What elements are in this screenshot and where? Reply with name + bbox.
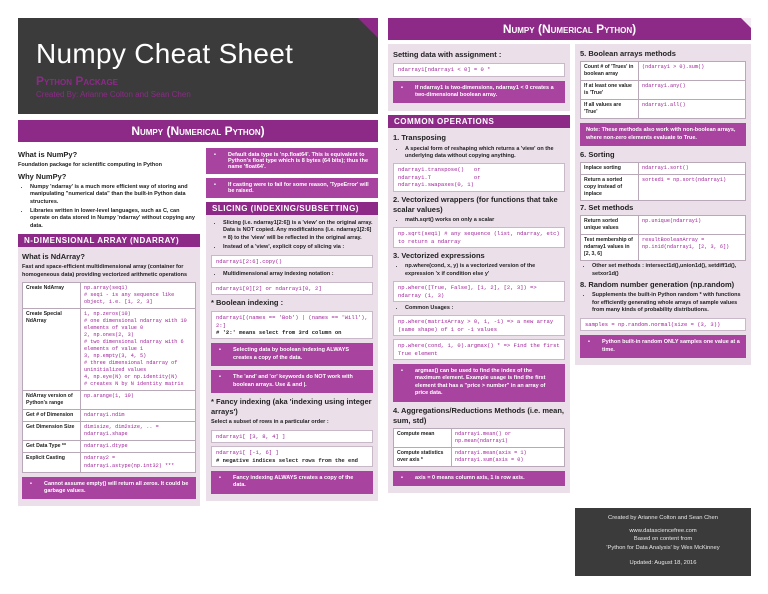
column-1-right [206,148,378,506]
row-key: Create Special NdArray [23,309,81,391]
table-row [581,216,746,235]
column-2-header [388,18,751,40]
table-row [581,163,746,175]
fancy-code-1: ndarray1[ [3, 8, 4] ] [211,430,373,443]
row-value: ndarray1.all() [639,100,746,119]
section-header-numpy-2 [388,18,751,40]
assign-code: ndarray1[ndarray1 < 0] = 0 * [393,63,565,76]
row-key: Test membership of ndarray1 values in [2, 3, 6] [581,235,639,261]
credit-updated: Updated: August 18, 2016 [629,559,697,566]
empty-note: • Cannot assume empty() will return all zeros. It could be garbage values. [22,477,196,500]
row-key: Count # of 'Trues' in boolean array [581,62,639,81]
where-bullet: • np.where(cond, x, y) is a vectorized version of the expression 'x if condition else y' [405,263,565,278]
column-3 [575,44,751,365]
code-line: ndarray1.T or [398,173,481,181]
row-value: ndarray1.sort() [639,163,746,175]
row-key: Get Dimension Size [23,422,81,441]
where-code: np.where([True, False], [1, 2], [2, 3]) => ndarray (1, 3) [393,281,565,302]
row-value: np.unique(ndarray1) [639,216,746,235]
sorting-table [580,162,746,201]
code-line: ndarray1.transpose() or [398,166,481,174]
transpose-heading: 1. Transposing [393,133,446,143]
aggregations-heading: 4. Aggregations/Reductions Methods (i.e. mean, sum, std) [393,405,564,425]
bool-code-text: ndarray1[(names == 'Bob') | (names == 'Will'), 2:] [216,314,368,329]
corner-triangle [358,18,378,38]
what-is-numpy-text: Foundation package for scientific computing in Python [18,162,162,169]
other-set-bullet: • Other set methods : intersect1d(),union1d(), setdiff1d(), setxor1d() [592,263,746,278]
column-2 [388,44,570,493]
table-row [581,100,746,119]
credits-box [575,508,751,576]
credit-line: Based on content from [633,536,693,543]
what-is-numpy-heading: What is NumPy? [18,150,78,159]
fancy-sub: Select a subset of rows in a particular order : [211,419,329,426]
row-key: Get Data Type ** [23,441,81,453]
table-row [23,283,196,309]
random-note: • Python built-in random ONLY samples one value at a time. [580,335,746,358]
fancy-code-2 [211,446,373,467]
row-value: ndarray1.mean(axis = 1) ndarray1.sum(axis = 0) [452,448,565,467]
sqrt-code: np.sqrt(seq1) # any sequence (list, ndarray, etc) to return a ndarray [393,227,565,248]
argmax-note: • argmax() can be used to find the index of the maximum element. Example usage is find the first element that has a "price > number" in an array of price data. [393,364,565,402]
assign-heading: Setting data with assignment : [393,50,502,59]
usages-bullet: • Common Usages : [405,305,565,312]
bool-note: • Selecting data by boolean indexing ALWAYS creates a copy of the data. [211,343,373,366]
aggregations-table [393,428,565,467]
random-heading: 8. Random number generation (np.random) [580,280,735,290]
table-row [394,429,565,448]
section-header-numpy [18,120,378,142]
axis-note: • axis = 0 means column axis, 1 is row axis. [393,471,565,486]
table-row [581,81,746,100]
boolean-methods-table [580,61,746,119]
table-row [23,422,196,441]
title-banner [18,18,378,114]
slicing-bullet: • Instead of a 'view', explicit copy of slicing via : [223,244,373,251]
table-row [581,62,746,81]
row-value: np.arange(1, 10) [81,391,196,410]
row-value: ndarray1.dtype [81,441,196,453]
ndarray-table [22,282,196,472]
common-ops-band: COMMON OPERATIONS [388,115,570,128]
row-key: Inplace sorting [581,163,639,175]
transpose-bullet: • A special form of reshaping which returns a 'view' on the underlying data without copying anything. [405,146,565,161]
table-row [581,235,746,261]
vectorized-expr-heading: 3. Vectorized expressions [393,251,485,261]
row-key: Compute statistics over axis * [394,448,452,467]
corner-triangle [741,18,751,28]
column-1-left [18,148,200,506]
row-key: If at least one value is 'True' [581,81,639,100]
table-row [23,391,196,410]
transpose-code [393,163,565,191]
index-code: ndarray1[0][2] or ndarray1[0, 2] [211,282,373,295]
boolean-note: • Note: These methods also work with non-boolean arrays, where non-zero elements evaluate to True. [580,123,746,146]
row-value: sorted1 = np.sort(ndarray1) [639,175,746,201]
section-header-label: Numpy (Numerical Python) [131,124,265,138]
row-value: ndarray1.ndim [81,410,196,422]
bool-code [211,311,373,339]
ndarray-desc: Fast and space-efficient multidimensional array (container for homogeneous data) providing vectorized arithmetic operations [22,264,188,278]
code-line: ndarray1.swapaxes(0, 1) [398,181,474,189]
row-key: Return a sorted copy instead of inplace [581,175,639,201]
set-methods-table [580,215,746,261]
section-header-label-2: Numpy (Numerical Python) [502,22,637,36]
credit-line: Created by Arianne Colton and Sean Chen [608,515,718,521]
fancy-index-heading: * Fancy indexing (aka 'indexing using integer arrays') [211,397,372,417]
bool-comment: # '2:' means select from 3rd column on [216,328,342,336]
sorting-heading: 6. Sorting [580,150,615,160]
row-key: Get # of Dimension [23,410,81,422]
table-row [23,453,196,472]
slicing-bullet: • Multidimensional array indexing notation : [223,271,373,278]
set-methods-heading: 7. Set methods [580,203,634,213]
author-line: Created By: Arianne Colton and Sean Chen [36,90,191,99]
row-value: 1, np.zeros(10) # one dimensional ndarray with 10 elements of value 0 2, np.ones(2, 3) # two dimensional ndarray with 6 elements of value 1 3, np.empty(3, 4, 5) # three dimensional ndarray of uninitialized values 4, np.eye(N) or np.identity(N) # creates N by N identity matrix [81,309,196,391]
row-value: ndarray2 = ndarray1.astype(np.int32) *** [81,453,196,472]
row-value: ndarray1.any() [639,81,746,100]
table-row [23,410,196,422]
table-row [581,175,746,201]
credit-link[interactable]: www.datasciencefree.com [629,527,697,534]
bool-index-heading: * Boolean indexing : [211,297,284,307]
random-code: samples = np.random.normal(size = (3, 3)) [580,318,746,331]
page-title: Numpy Cheat Sheet [36,38,294,69]
assign-note: • If ndarray1 is two-dimensions, ndarray1 < 0 creates a two-dimensional boolean array. [393,81,565,104]
why-bullet: • Numpy 'ndarray' is a much more efficient way of storing and manipulating "numerical data" than the built-in Python data structures. [30,184,200,206]
copy-code: ndarray1[2:6].copy() [211,255,373,268]
table-row [23,309,196,391]
why-bullet: • Libraries written in lower-level languages, such as C, can operate on data stored in Numpy 'ndarray' without copying any data. [30,208,200,230]
vectorized-wrappers-heading: 2. Vectorized wrappers (for functions that take scalar values) [393,194,558,214]
why-numpy-heading: Why NumPy? [18,171,67,181]
credit-line: 'Python for Data Analysis' by Wes McKinney [606,545,720,552]
fancy-comment: # negative indices select rows from the end [216,456,358,464]
table-row [394,448,565,467]
row-value: (ndarray1 > 0).sum() [639,62,746,81]
row-key: Explicit Casting [23,453,81,472]
random-bullet: • Supplements the built-in Python random * with functions for efficiently generating whole arrays of sample values from many kinds of probability distributions. [592,292,746,314]
ndarray-band: N-DIMENSIONAL ARRAY (NDARRAY) [18,234,200,247]
row-key: Return sorted unique values [581,216,639,235]
table-row [23,441,196,453]
row-value: np.array(seq1) # seq1 - is any sequence like object, i.e. [1, 2, 3] [81,283,196,309]
casting-note: • If casting were to fail for some reason, 'TypeError' will be raised. [206,178,378,198]
row-key: If all values are 'True' [581,100,639,119]
row-value: ndarray1.mean() or np.mean(ndarray1) [452,429,565,448]
fancy-code-2-text: ndarray1[ [-1, 6] ] [216,449,279,457]
row-key: NdArray version of Python's range [23,391,81,410]
row-value: resultBooleanArray = np.in1d(ndarray1, [2, 3, 6]) [639,235,746,261]
ndarray-heading: What is NdArray? [22,252,85,262]
slicing-bullet: • Slicing (i.e. ndarray1[2:6]) is a 'view' on the original array. Data is NOT copied. Any modifications (i.e. ndarray1[2:6] = 8) to the 'view' will be reflected in the original array. [223,220,373,242]
column-1 [18,120,378,506]
bool-note: • The 'and' and 'or' keywords do NOT work with boolean arrays. Use & and |. [211,370,373,393]
row-key: Create NdArray [23,283,81,309]
argmax-code: np.where(cond, 1, 0).argmax() * => Find the first True element [393,339,565,360]
row-value: dim1size, dim2size, .. = ndarray1.shape [81,422,196,441]
dtype-note: • Default data type is 'np.float64'. This is equivalent to Python's float type which is 8 bytes (64 bits); thus the name 'float64'. [206,148,378,174]
page-subtitle: Python Package [36,74,119,88]
boolean-methods-heading: 5. Boolean arrays methods [580,49,676,58]
where-code-2: np.where(matrixArray > 0, 1, -1) => a new array (same shape) of 1 or -1 values [393,315,565,336]
slicing-band: SLICING (INDEXING/SUBSETTING) [206,202,378,215]
wrappers-bullet: • math.sqrt() works on only a scalar [405,217,565,224]
row-key: Compute mean [394,429,452,448]
fancy-note: • Fancy indexing ALWAYS creates a copy of the data. [211,471,373,494]
